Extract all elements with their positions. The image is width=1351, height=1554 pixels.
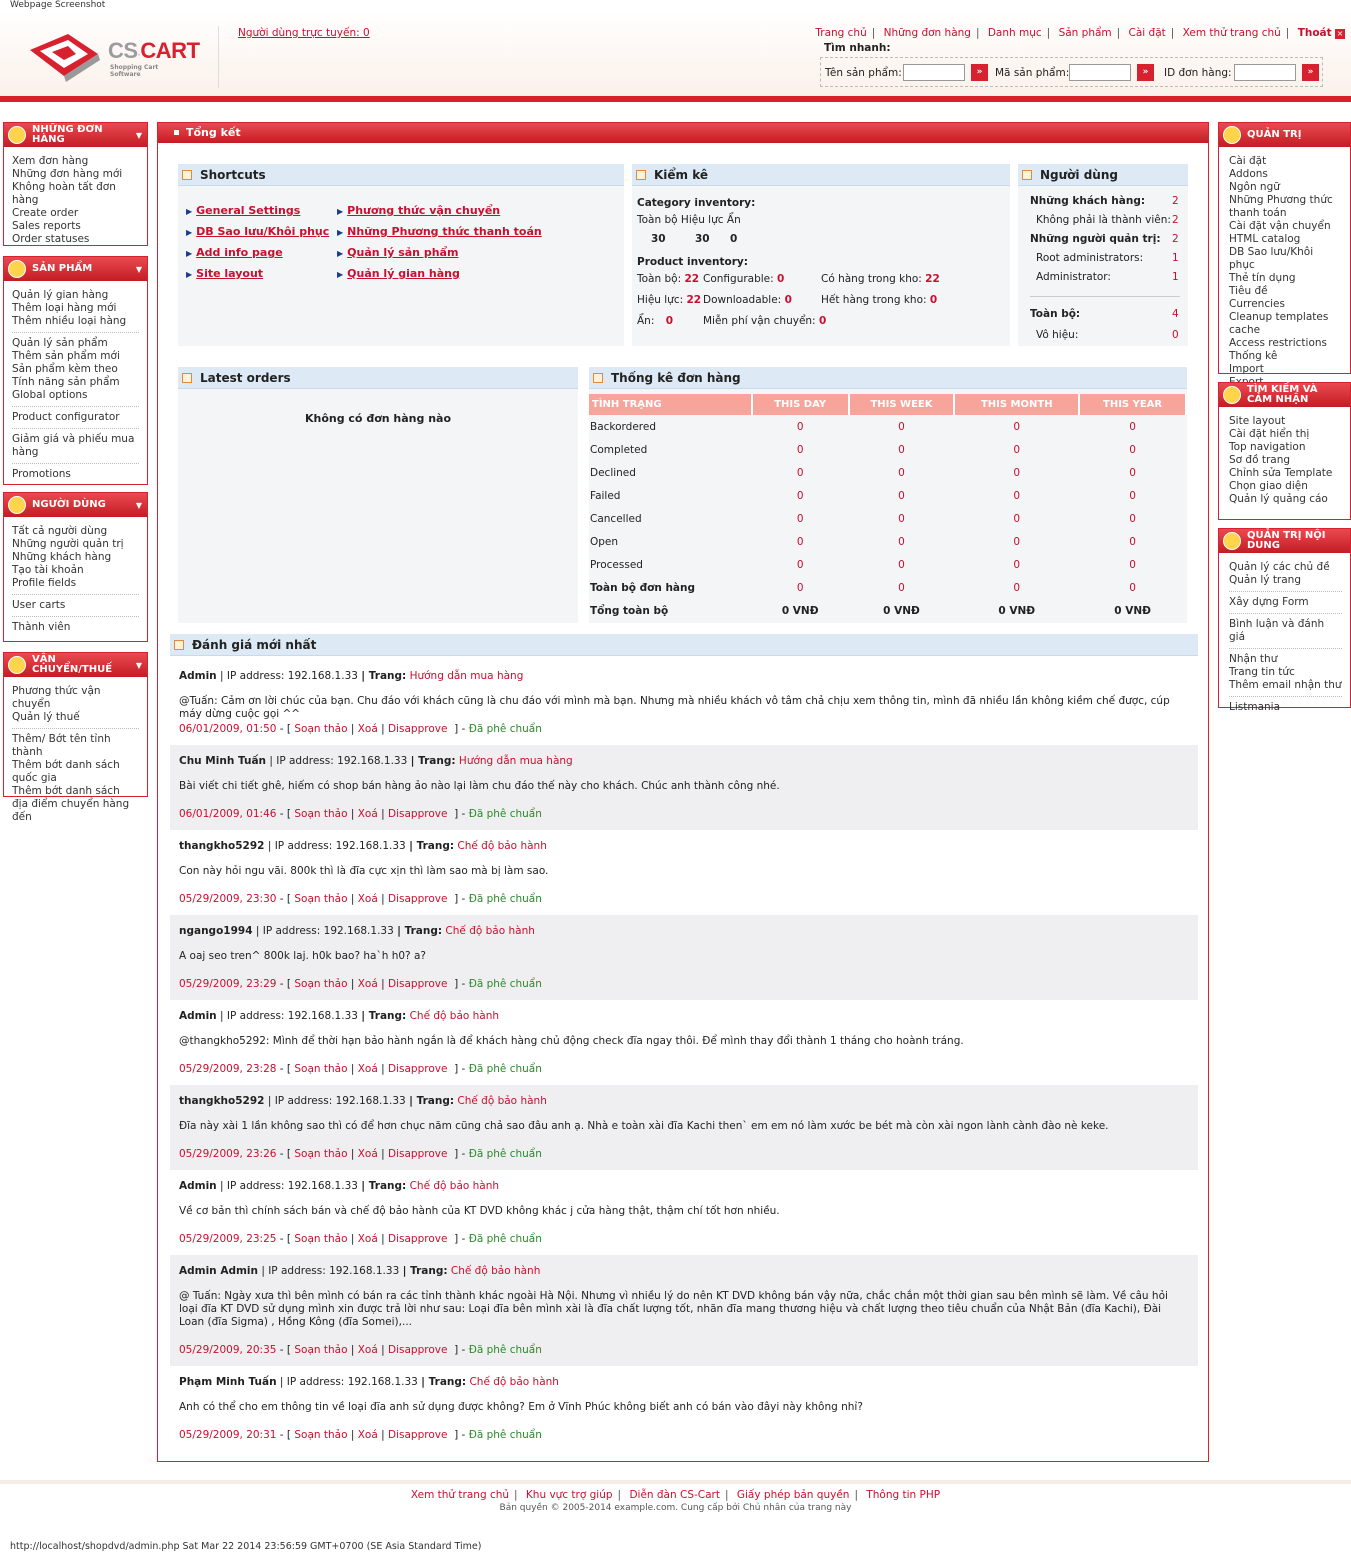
- sidebar-users-box: [3, 492, 148, 642]
- design-icon: [1223, 386, 1241, 404]
- sidebar-item-shipping-settings[interactable]: Cài đặt vận chuyển: [1229, 220, 1331, 232]
- users-admins-label: Những người quản trị:: [1030, 233, 1161, 245]
- bullet-icon: ▶: [186, 228, 193, 237]
- shortcut-manage-categories[interactable]: Quản lý gian hàng: [347, 267, 460, 280]
- content-icon: [1223, 532, 1241, 550]
- sidebar-item-settings[interactable]: Cài đặt: [1229, 155, 1267, 167]
- sidebar-item-form-builder[interactable]: Xây dựng Form: [1229, 596, 1309, 608]
- users-administrator-label: Administrator:: [1036, 271, 1111, 283]
- review-page-link[interactable]: Chế độ bảo hành: [409, 1180, 500, 1192]
- sidebar-item-user-carts[interactable]: User carts: [12, 599, 66, 611]
- order-id-label: ID đơn hàng:: [1164, 67, 1232, 79]
- review-page-link[interactable]: Chế độ bảo hành: [409, 1010, 500, 1022]
- quick-search-box: [820, 57, 1323, 87]
- sidebar-item-sales-reports[interactable]: Sales reports: [12, 220, 81, 232]
- product-code-search-button[interactable]: »: [1137, 64, 1154, 81]
- shortcut-site-layout[interactable]: Site layout: [196, 267, 264, 280]
- panel-arrow-icon: [182, 373, 192, 383]
- sidebar-item-newsletters[interactable]: Nhận thư: [1229, 653, 1278, 665]
- users-admins-value: 2: [1172, 233, 1179, 245]
- sidebar-item-comments-reviews[interactable]: Bình luận và đánh giá: [1229, 618, 1325, 643]
- review-disapprove-link[interactable]: Disapprove: [388, 893, 448, 905]
- sidebar-orders-box: [3, 122, 148, 246]
- review-delete-link[interactable]: Xoá: [357, 1233, 378, 1245]
- review-edit-link[interactable]: Soạn thảo: [294, 978, 348, 990]
- sidebar-item-manage-products[interactable]: Quản lý sản phẩm: [12, 337, 108, 349]
- topnav-categories[interactable]: Danh mục: [987, 27, 1042, 39]
- status-bar: http://localhost/shopdvd/admin.php Sat Mar 22 2014 23:56:59 GMT+0700 (SE Asia Standard Time): [10, 1541, 482, 1552]
- sidebar-admin-box: [1218, 122, 1351, 374]
- sidebar-shipping-box: [3, 652, 148, 823]
- sidebar-item-addons[interactable]: Addons: [1229, 168, 1268, 180]
- sidebar-orders-header[interactable]: NHỮNG ĐƠN HÀNG ▼: [4, 123, 147, 147]
- footer-copyright: Bản quyền © 2005-2014 example.com. Cung cấp bởi Chủ nhân của trang này: [499, 1503, 852, 1513]
- bullet-icon: ▶: [186, 207, 193, 216]
- footer-divider: [0, 1480, 1351, 1484]
- sidebar-item-top-navigation[interactable]: Top navigation: [1229, 441, 1306, 453]
- sidebar-item-subscribers[interactable]: Thêm email nhận thư: [1229, 679, 1342, 691]
- sidebar-item-pages[interactable]: Quản lý trang: [1229, 574, 1302, 586]
- sidebar-item-product-configurator[interactable]: Product configurator: [12, 411, 120, 423]
- review-text: @thangkho5292: Mình để thời hạn bảo hành ngắn là để khách hàng chủ động check đĩa ngay thôi. Để mình thay đổi thành 1 tháng cho hoành tráng.: [179, 1035, 964, 1047]
- users-panel-header: Người dùng: [1018, 164, 1188, 186]
- sidebar-item-statistics[interactable]: Thống kê: [1229, 350, 1278, 362]
- sidebar-item-appearance-settings[interactable]: Cài đặt hiển thị: [1229, 428, 1310, 440]
- sidebar-item-titles[interactable]: Tiêu đề: [1229, 285, 1268, 297]
- review-text: Đĩa này xài 1 lần không sao thì có để hơn chục năm cũng chả sao đâu anh ạ. Nhà e toàn xài đĩa Kachi then` em em nó làm xước be bét mà còn xài ngon lành cành đào nè keke.: [179, 1120, 1109, 1132]
- sidebar-item-add-product[interactable]: Thêm sản phẩm mới: [12, 350, 120, 362]
- product-total: Toàn bộ: 22: [637, 273, 700, 285]
- category-active: 30: [695, 233, 710, 245]
- bullet-icon: ▶: [337, 207, 344, 216]
- panel-arrow-icon: [636, 170, 646, 180]
- latest-orders-empty: Không có đơn hàng nào: [304, 412, 452, 425]
- product-in-stock: Có hàng trong kho: 22: [821, 273, 940, 285]
- review-disapprove-link[interactable]: Disapprove: [388, 808, 448, 820]
- product-name-search-button[interactable]: »: [971, 64, 988, 81]
- logo-icon: [28, 32, 104, 82]
- sidebar-item-profile-fields[interactable]: Profile fields: [12, 577, 77, 589]
- sidebar-users-header[interactable]: NGƯỜI DÙNG ▼: [4, 493, 147, 517]
- sidebar-item-product-features[interactable]: Tính năng sản phẩm: [12, 376, 120, 388]
- table-row: Completed 0 0 0 0: [590, 443, 1136, 456]
- sidebar-item-add-categories[interactable]: Thêm nhiều loại hàng: [12, 315, 127, 327]
- review-item: Admin | IP address: 192.168.1.33 | Trang: Chế độ bảo hành @thangkho5292: Mình để thời hạn bảo hành ngắn là để khách hàng chủ động check đĩa ngay thôi. Để mình thay đổi thành 1 tháng cho hoành tráng. 05/29/2009, 23:28 - [ Soạn thảo | Xoá | Disapprove ] - Đã phê chuẩn: [170, 1000, 1198, 1085]
- review-page-link[interactable]: Chế độ bảo hành: [457, 1095, 547, 1107]
- review-delete-link[interactable]: Xoá: [357, 723, 378, 735]
- review-page-link[interactable]: Hướng dẫn mua hàng: [409, 670, 524, 682]
- product-hidden: Ẩn: 0: [637, 315, 674, 327]
- sidebar-item-banners[interactable]: Quản lý quảng cáo: [1229, 493, 1328, 505]
- table-row: Open 0 0 0 0: [590, 535, 1136, 548]
- table-row: Tổng toàn bộ 0 VNĐ 0 VNĐ 0 VNĐ 0 VNĐ: [590, 604, 1151, 617]
- sidebar-item-taxes[interactable]: Quản lý thuế: [12, 711, 80, 723]
- sidebar-item-memberships[interactable]: Thành viên: [12, 621, 71, 633]
- order-stats-header: Thống kê đơn hàng: [589, 367, 1187, 389]
- orders-icon: [8, 126, 26, 144]
- review-delete-link[interactable]: Xoá: [357, 1429, 378, 1441]
- column-header-this-month: THIS MONTH: [954, 394, 1079, 415]
- users-nonmember-label: Không phải là thành viên:: [1036, 214, 1171, 226]
- review-text: Về cơ bản thì chính sách bán và chế độ bảo hành của KT DVD không khác j cửa hàng thật, thậm chí tốt hơn nhiều.: [179, 1205, 780, 1217]
- sidebar-item-manage-categories[interactable]: Quản lý gian hàng: [12, 289, 109, 301]
- review-author: Admin: [179, 1180, 217, 1192]
- footer-links: Xem thử trang chủ | Khu vực trợ giúp | Diễn đàn CS-Cart | Giấy phép bản quyền | Thông tin PHP: [410, 1489, 941, 1501]
- collapse-arrow-icon[interactable]: ▼: [135, 265, 142, 274]
- logout-link[interactable]: Thoát: [1297, 27, 1332, 39]
- logout-icon[interactable]: ×: [1336, 29, 1344, 38]
- topnav-orders[interactable]: Những đơn hàng: [883, 27, 971, 39]
- top-navigation: Trang chủ | Những đơn hàng | Danh mục | Sản phẩm | Cài đặt | Xem thử trang chủ | Thoát ×: [815, 27, 1344, 39]
- product-free-shipping: Miễn phí vận chuyển: 0: [703, 315, 827, 327]
- panel-arrow-icon: [593, 373, 603, 383]
- sidebar-item-administrators[interactable]: Những người quản trị: [12, 538, 124, 550]
- product-inventory-title: Product inventory:: [637, 256, 748, 268]
- users-icon: [8, 496, 26, 514]
- table-row: Processed 0 0 0 0: [590, 558, 1136, 571]
- sidebar-item-all-users[interactable]: Tất cả người dùng: [12, 525, 108, 537]
- sidebar-products-box: [3, 256, 148, 485]
- product-name-input[interactable]: [903, 64, 965, 81]
- sidebar-item-customers[interactable]: Những khách hàng: [12, 551, 112, 563]
- product-downloadable: Downloadable: 0: [703, 294, 792, 306]
- review-edit-link[interactable]: Soạn thảo: [294, 723, 348, 735]
- review-page-link[interactable]: Chế độ bảo hành: [445, 925, 535, 937]
- order-stats-table: [589, 394, 1187, 622]
- online-users-link[interactable]: Người dùng trực tuyến: 0: [238, 27, 370, 39]
- footer-link-help[interactable]: Khu vực trợ giúp: [525, 1489, 613, 1501]
- review-delete-link[interactable]: Xoá: [357, 808, 378, 820]
- main-title-bullet-icon: [174, 130, 179, 135]
- sidebar-item-global-options[interactable]: Global options: [12, 389, 88, 401]
- quick-search-title: Tìm nhanh:: [824, 42, 891, 54]
- shortcuts-header: Shortcuts: [178, 164, 624, 186]
- screenshot-caption: Webpage Screenshot: [10, 0, 106, 10]
- shortcut-payment-methods[interactable]: Những Phương thức thanh toán: [347, 225, 542, 238]
- sidebar-item-create-account[interactable]: Tạo tài khoản: [12, 564, 84, 576]
- sidebar-shipping-header[interactable]: VẬN CHUYỂN/THUẾ ▼: [4, 653, 147, 677]
- sidebar-item-related-products[interactable]: Sản phẩm kèm theo: [12, 363, 118, 375]
- review-edit-link[interactable]: Soạn thảo: [294, 1063, 348, 1075]
- bullet-icon: ▶: [337, 249, 344, 258]
- topnav-home[interactable]: Trang chủ: [815, 27, 867, 39]
- review-delete-link[interactable]: Xoá: [357, 1148, 378, 1160]
- review-page-link[interactable]: Hướng dẫn mua hàng: [458, 755, 573, 767]
- shipping-icon: [8, 656, 26, 674]
- sidebar-item-create-order[interactable]: Create order: [12, 207, 79, 219]
- review-delete-link[interactable]: Xoá: [357, 978, 378, 990]
- sidebar-item-access-restrictions[interactable]: Access restrictions: [1229, 337, 1328, 349]
- review-edit-link[interactable]: Soạn thảo: [294, 1148, 348, 1160]
- category-inventory-heads: Toàn bộ Hiệu lực Ẩn: [637, 214, 741, 226]
- logo-wordmark: CS·CART: [108, 38, 200, 63]
- review-author: Admin Admin: [179, 1265, 258, 1277]
- shortcut-shipping-methods[interactable]: Phương thức vận chuyển: [347, 204, 501, 217]
- review-item: thangkho5292 | IP address: 192.168.1.33 | Trang: Chế độ bảo hành Đĩa này xài 1 lần không sao thì có để hơn chục năm cũng chả sao đâu anh ạ. Nhà e toàn xài đĩa Kachi then` em em nó làm xước be bét mà còn xài ngon lành cành đào nè keke. 05/29/2009, 23:26 - [ Soạn thảo | Xoá | Disapprove ] - Đã phê chuẩn: [170, 1085, 1198, 1170]
- review-disapprove-link[interactable]: Disapprove: [388, 1344, 448, 1356]
- users-root-value: 1: [1172, 252, 1179, 264]
- bullet-icon: ▶: [186, 249, 193, 258]
- category-inventory-title: Category inventory:: [637, 197, 756, 209]
- review-author: thangkho5292: [179, 840, 265, 852]
- review-item: Admin | IP address: 192.168.1.33 | Trang: Hướng dẫn mua hàng @Tuấn: Cảm ơn lời chúc của bạn. Chu đáo với khách cũng là chu đáo với mình mà bạn. Nhưng mà nhiều khách vô tâm chả chịu xem thông tin, mình đã nhiều lần không kiềm chế được, cúp máy dừng cuộc gọi ^^ 06/01/2009, 01:50 - [ Soạn thảo | Xoá | Disapprove ] - Đã phê chuẩn: [170, 660, 1198, 745]
- sidebar-item-states[interactable]: Thêm/ Bớt tên tỉnh thành: [12, 733, 111, 758]
- panel-arrow-icon: [174, 640, 184, 650]
- sidebar-item-html-catalog[interactable]: HTML catalog: [1229, 233, 1301, 245]
- review-text: Con này hỏi ngu vãi. 800k thì là đĩa cực xịn thì làm sao mà bị làm sao.: [179, 865, 549, 877]
- shortcuts-col2: [337, 201, 542, 285]
- review-page-link[interactable]: Chế độ bảo hành: [450, 1265, 541, 1277]
- main-title: Tổng kết: [158, 123, 1208, 143]
- sidebar-item-order-statuses[interactable]: Order statuses: [12, 233, 90, 245]
- review-edit-link[interactable]: Soạn thảo: [294, 1233, 348, 1245]
- latest-orders-header: Latest orders: [178, 367, 578, 389]
- admin-icon: [1223, 126, 1241, 144]
- bullet-icon: ▶: [186, 270, 193, 279]
- review-author: Phạm Minh Tuấn: [179, 1376, 277, 1388]
- sidebar-item-promotions[interactable]: Promotions: [12, 468, 71, 480]
- review-item: Admin | IP address: 192.168.1.33 | Trang: Chế độ bảo hành Về cơ bản thì chính sách bán và chế độ bảo hành của KT DVD không khác j cửa hàng thật, thậm chí tốt hơn nhiều. 05/29/2009, 23:25 - [ Soạn thảo | Xoá | Disapprove ] - Đã phê chuẩn: [170, 1170, 1198, 1255]
- sidebar-products-header[interactable]: SẢN PHẨM ▼: [4, 257, 147, 281]
- collapse-arrow-icon[interactable]: ▼: [135, 131, 142, 140]
- shortcut-add-info-page[interactable]: Add info page: [196, 246, 283, 259]
- product-active: Hiệu lực: 22: [637, 294, 702, 306]
- users-root-label: Root administrators:: [1036, 252, 1144, 264]
- review-author: thangkho5292: [179, 1095, 265, 1107]
- users-disabled-value: 0: [1172, 329, 1179, 341]
- users-administrator-value: 1: [1172, 271, 1179, 283]
- review-edit-link[interactable]: Soạn thảo: [294, 808, 348, 820]
- sidebar-item-choose-theme[interactable]: Chọn giao diện: [1229, 480, 1308, 492]
- review-delete-link[interactable]: Xoá: [357, 1063, 378, 1075]
- review-item: Admin Admin | IP address: 192.168.1.33 | Trang: Chế độ bảo hành @ Tuấn: Ngày xưa thì bên mình có bán ra các tỉnh thành khác ngoài Hà Nội. Nhưng vì nhiều lý do nên KT DVD không bán vậy nữa, chắc chắn một thời gian sau bên mình sẽ làm. Về câu hỏi loại đĩa KT DVD sử dụng mình xin được trả lời như sau: Loại đĩa bên mình xài là đĩa chất lượng tốt, nhãn đĩa mang thương hiệu và chất lượng theo tiêu chuẩn của Nhật Bản (đĩa Kachi), Đài Loan (đĩa Sigma) , Hồng Kông (đĩa Somei),... 05/29/2009, 20:35 - [ Soạn thảo | Xoá | Disapprove ] - Đã phê chuẩn: [170, 1255, 1198, 1366]
- sidebar-item-shipping-methods[interactable]: Phương thức vận chuyển: [12, 685, 101, 710]
- bullet-icon: ▶: [337, 270, 344, 279]
- panel-arrow-icon: [182, 170, 192, 180]
- review-text: A oaj seo tren^ 800k laj. h0k bao? ha`h h0? a?: [179, 950, 426, 962]
- sidebar-design-box: [1218, 382, 1351, 520]
- review-delete-link[interactable]: Xoá: [357, 1344, 378, 1356]
- sidebar-content-header[interactable]: QUẢN TRỊ NỘI DUNG: [1219, 529, 1350, 553]
- table-row: Declined 0 0 0 0: [590, 466, 1136, 479]
- product-configurable: Configurable: 0: [703, 273, 785, 285]
- sidebar-item-view-orders[interactable]: Xem đơn hàng: [12, 155, 89, 167]
- sidebar-item-news[interactable]: Trang tin tức: [1229, 666, 1295, 678]
- shortcut-manage-products[interactable]: Quản lý sản phẩm: [347, 246, 459, 259]
- footer-link-preview[interactable]: Xem thử trang chủ: [410, 1489, 510, 1501]
- topnav-settings[interactable]: Cài đặt: [1128, 27, 1166, 39]
- sidebar-item-template-editor[interactable]: Chỉnh sửa Template: [1229, 467, 1333, 479]
- users-total-value: 4: [1172, 308, 1179, 320]
- order-id-search-button[interactable]: »: [1302, 64, 1319, 81]
- review-author: Chu Minh Tuấn: [179, 755, 267, 767]
- table-row: Cancelled 0 0 0 0: [590, 512, 1136, 525]
- logo-tagline: Shopping Cart Software: [110, 64, 159, 78]
- sidebar-item-listmania[interactable]: Listmania: [1229, 701, 1281, 713]
- sidebar-item-discounts-coupons[interactable]: Giảm giá và phiếu mua hàng: [12, 433, 135, 458]
- sidebar-item-new-orders[interactable]: Những đơn hàng mới: [12, 168, 123, 180]
- review-item: thangkho5292 | IP address: 192.168.1.33 | Trang: Chế độ bảo hành Con này hỏi ngu vãi. 800k thì là đĩa cực xịn thì làm sao mà bị làm sao. 05/29/2009, 23:30 - [ Soạn thảo | Xoá | Disapprove ] - Đã phê chuẩn: [170, 830, 1198, 915]
- users-customers-label: Những khách hàng:: [1030, 195, 1146, 207]
- sidebar-item-topics[interactable]: Quản lý các chủ đề: [1229, 561, 1330, 573]
- sidebar-item-cleanup-cache[interactable]: Cleanup templates cache: [1229, 311, 1329, 336]
- product-code-input[interactable]: [1069, 64, 1131, 81]
- sidebar-item-destinations[interactable]: Thêm bớt danh sách địa điểm chuyển hàng đến: [12, 785, 130, 823]
- shortcut-general-settings[interactable]: General Settings: [196, 204, 301, 217]
- footer-link-forum[interactable]: Diễn đàn CS-Cart: [629, 1489, 720, 1501]
- review-disapprove-link[interactable]: Disapprove: [388, 978, 448, 990]
- order-id-input[interactable]: [1234, 64, 1296, 81]
- sidebar-item-import[interactable]: Import: [1229, 363, 1264, 375]
- footer-link-license[interactable]: Giấy phép bản quyền: [736, 1489, 850, 1501]
- review-item: Chu Minh Tuấn | IP address: 192.168.1.33 | Trang: Hướng dẫn mua hàng Bài viết chi tiết ghê, hiếm có shop bán hàng ảo nào lại làm chu đáo thế này cho khách. Chúc anh thành công nhé. 06/01/2009, 01:46 - [ Soạn thảo | Xoá | Disapprove ] - Đã phê chuẩn: [170, 745, 1198, 830]
- users-divider: [1030, 296, 1180, 297]
- sidebar-item-currencies[interactable]: Currencies: [1229, 298, 1285, 310]
- review-edit-link[interactable]: Soạn thảo: [294, 1344, 348, 1356]
- review-text: Anh có thể cho em thông tin về loại đĩa anh sử dụng được không? Em ở Vĩnh Phúc không biết anh có bán vào đâyi này không nhỉ?: [179, 1401, 863, 1413]
- review-disapprove-link[interactable]: Disapprove: [388, 1429, 448, 1441]
- users-nonmember-value: 2: [1172, 214, 1179, 226]
- table-row: Failed 0 0 0 0: [590, 489, 1136, 502]
- category-hidden: 0: [730, 233, 738, 245]
- inventory-header: Kiểm kê: [632, 164, 1010, 186]
- table-row: Toàn bộ đơn hàng 0 0 0 0: [590, 581, 1136, 594]
- column-header-this-day: THIS DAY: [752, 394, 849, 415]
- review-edit-link[interactable]: Soạn thảo: [294, 893, 348, 905]
- sidebar-admin-header[interactable]: QUẢN TRỊ: [1219, 123, 1350, 147]
- sidebar-item-db-backup[interactable]: DB Sao lưu/Khôi phục: [1229, 246, 1314, 271]
- users-total-label: Toàn bộ:: [1030, 308, 1081, 320]
- header-red-bar: [0, 96, 1351, 102]
- reviews-header: Đánh giá mới nhất: [170, 634, 1198, 656]
- topnav-products[interactable]: Sản phẩm: [1058, 27, 1112, 39]
- review-author: Admin: [179, 1010, 217, 1022]
- product-name-label: Tên sản phẩm:: [825, 67, 902, 79]
- product-out-of-stock: Hết hàng trong kho: 0: [821, 294, 938, 306]
- review-page-link[interactable]: Chế độ bảo hành: [457, 840, 547, 852]
- users-customers-value: 2: [1172, 195, 1179, 207]
- collapse-arrow-icon[interactable]: ▼: [135, 501, 142, 510]
- sidebar-item-site-layout[interactable]: Site layout: [1229, 415, 1286, 427]
- collapse-arrow-icon[interactable]: ▼: [135, 661, 142, 670]
- sidebar-item-sitemap[interactable]: Sơ đồ trang: [1229, 454, 1291, 466]
- review-page-link[interactable]: Chế độ bảo hành: [469, 1376, 559, 1388]
- footer-link-php-info[interactable]: Thông tin PHP: [866, 1489, 941, 1501]
- review-author: Admin: [179, 670, 217, 682]
- review-edit-link[interactable]: Soạn thảo: [294, 1429, 348, 1441]
- users-disabled-label: Vô hiệu:: [1036, 329, 1079, 341]
- header-divider: [218, 26, 219, 88]
- column-header-this-year: THIS YEAR: [1079, 394, 1186, 415]
- review-disapprove-link[interactable]: Disapprove: [388, 723, 448, 735]
- sidebar-design-header[interactable]: TÌM KIẾM VÀ CẢM NHẬN: [1219, 383, 1350, 407]
- logo[interactable]: [28, 32, 200, 82]
- sidebar-item-countries[interactable]: Thêm bớt danh sách quốc gia: [12, 759, 120, 784]
- sidebar-item-payment-methods[interactable]: Những Phương thức thanh toán: [1229, 194, 1333, 219]
- product-code-label: Mã sản phẩm:: [995, 67, 1070, 79]
- review-text: @ Tuấn: Ngày xưa thì bên mình có bán ra các tỉnh thành khác ngoài Hà Nội. Nhưng vì nhiều lý do nên KT DVD không bán vậy nữa, chắc chắn một thời gian sau bên mình sẽ làm. Về câu hỏi loại đĩa KT DVD sử dụng mình xin được trả lời như sau: Loại đĩa bên mình xài là đĩa chất lượng tốt, nhãn đĩa mang thương hiệu và chất lượng theo tiêu chuẩn của Nhật Bản (đĩa Kachi), Đài Loan (đĩa Sigma) , Hồng Kông (đĩa Somei),...: [179, 1290, 1168, 1328]
- column-header-status: TÌNH TRẠNG: [589, 394, 752, 415]
- bullet-icon: ▶: [337, 228, 344, 237]
- shortcut-db-backup[interactable]: DB Sao lưu/Khôi phục: [196, 225, 330, 238]
- review-text: @Tuấn: Cảm ơn lời chúc của bạn. Chu đáo với khách cũng là chu đáo với mình mà bạn. Nhưng mà nhiều khách vô tâm chả chịu xem thông tin, mình đã nhiều lần không kiềm chế được, cúp máy dừng cuộc gọi ^^: [179, 695, 1170, 720]
- panel-arrow-icon: [1022, 170, 1032, 180]
- review-disapprove-link[interactable]: Disapprove: [388, 1063, 448, 1075]
- review-delete-link[interactable]: Xoá: [357, 893, 378, 905]
- table-row: Backordered 0 0 0 0: [590, 420, 1136, 433]
- topnav-preview[interactable]: Xem thử trang chủ: [1182, 27, 1281, 39]
- review-disapprove-link[interactable]: Disapprove: [388, 1233, 448, 1245]
- sidebar-item-incomplete-orders[interactable]: Không hoàn tất đơn hàng: [12, 181, 116, 206]
- review-author: ngango1994: [179, 925, 253, 937]
- review-text: Bài viết chi tiết ghê, hiếm có shop bán hàng ảo nào lại làm chu đáo thế này cho khách. Chúc anh thành công nhé.: [179, 780, 780, 792]
- sidebar-item-add-category[interactable]: Thêm loại hàng mới: [12, 302, 117, 314]
- sidebar-item-credit-cards[interactable]: Thẻ tín dụng: [1229, 272, 1296, 284]
- review-disapprove-link[interactable]: Disapprove: [388, 1148, 448, 1160]
- review-item: ngango1994 | IP address: 192.168.1.33 | Trang: Chế độ bảo hành A oaj seo tren^ 800k laj. h0k bao? ha`h h0? a? 05/29/2009, 23:29 - [ Soạn thảo | Xoá | Disapprove ] - Đã phê chuẩn: [170, 915, 1198, 1000]
- shortcuts-col1: [186, 201, 329, 285]
- column-header-this-week: THIS WEEK: [849, 394, 955, 415]
- category-total: 30: [651, 233, 666, 245]
- review-item: Phạm Minh Tuấn | IP address: 192.168.1.33 | Trang: Chế độ bảo hành Anh có thể cho em thông tin về loại đĩa anh sử dụng được không? Em ở Vĩnh Phúc không biết anh có bán vào đâyi này không nhỉ? 05/29/2009, 20:31 - [ Soạn thảo | Xoá | Disapprove ] - Đã phê chuẩn: [170, 1366, 1198, 1451]
- products-icon: [8, 260, 26, 278]
- sidebar-content-box: [1218, 528, 1351, 713]
- sidebar-item-languages[interactable]: Ngôn ngữ: [1229, 181, 1280, 193]
